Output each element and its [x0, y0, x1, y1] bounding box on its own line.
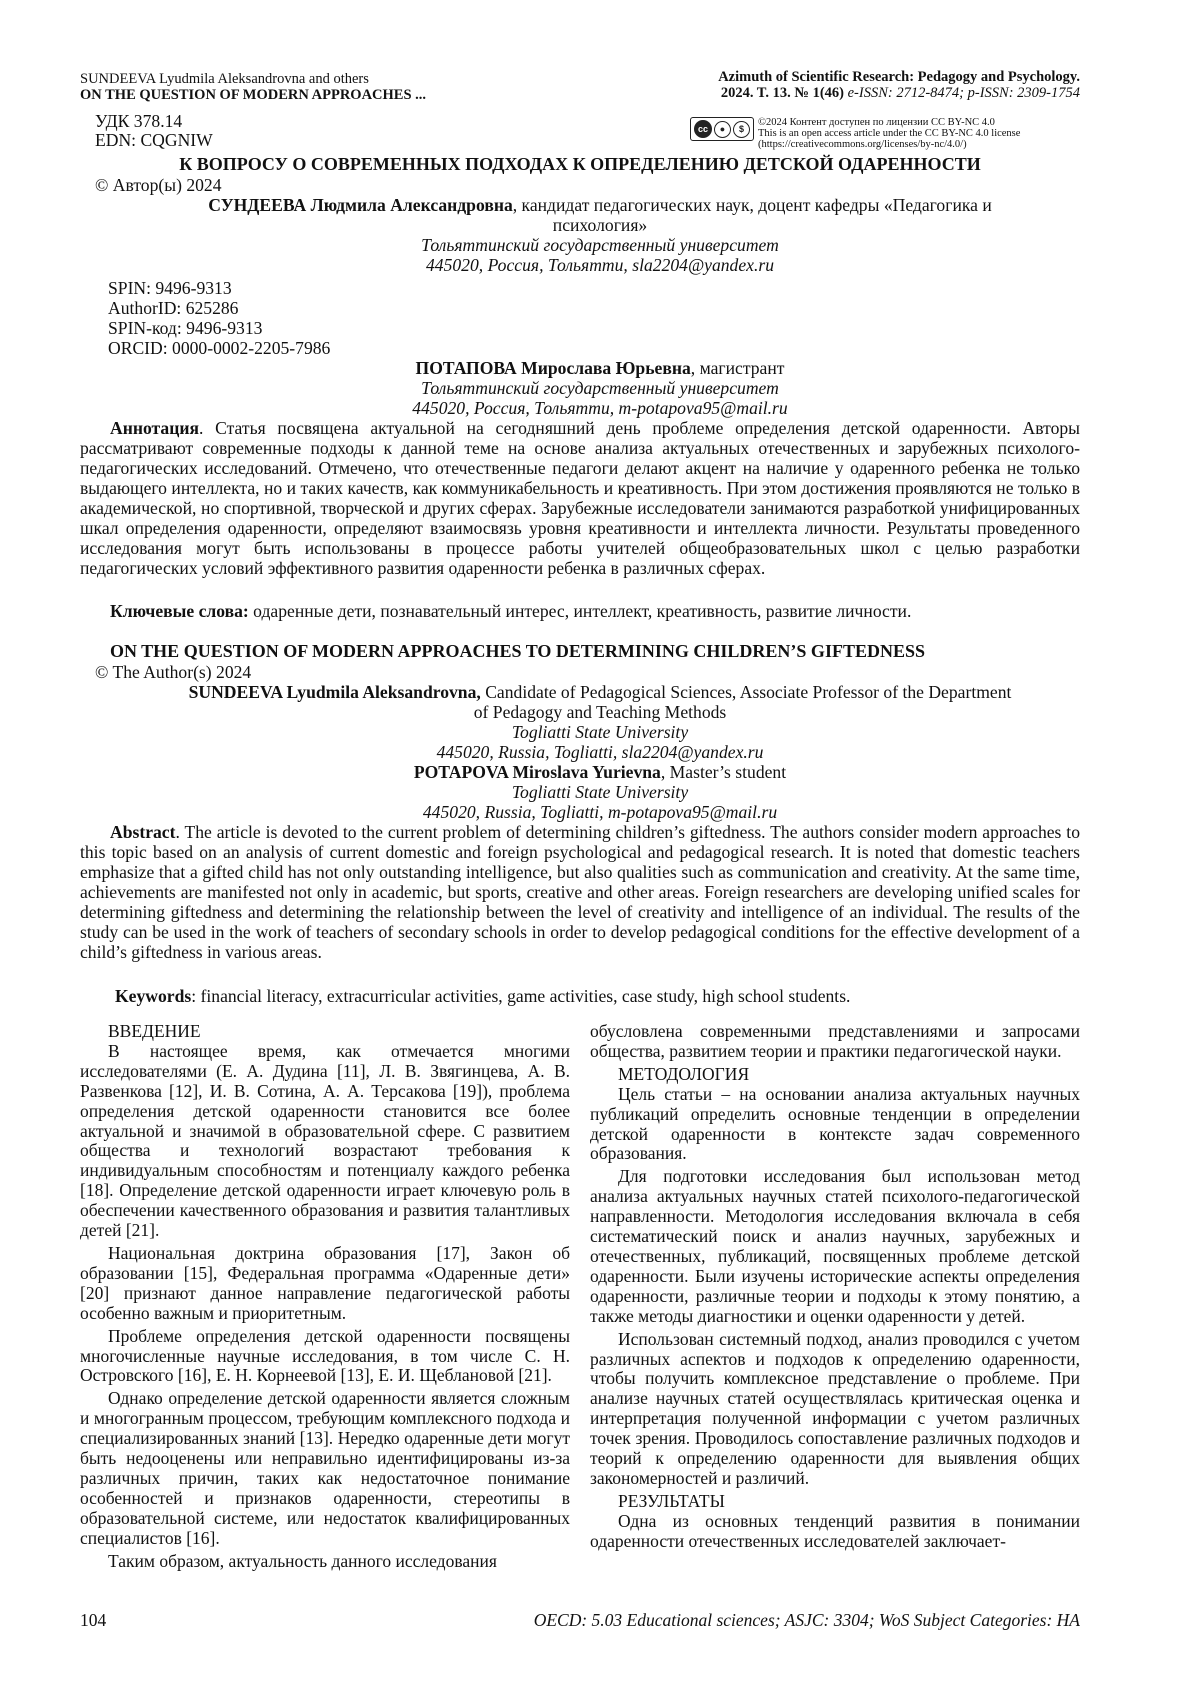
- paragraph: Использован системный подход, анализ проводился с учетом различных аспектов и подходов к определению одаренности, чтобы получить комплексное представление о проблеме. При анализе научных статей осуществлялась критическая оценка и интерпретация полученной информации с учетом различных точек зрения. Проводилось сопоставление различных подходов и теорий к определению одаренности для выявления общих закономерностей и различий.: [590, 1328, 1080, 1488]
- body-right-column: [590, 1022, 1080, 1555]
- paragraph: Таким образом, актуальность данного исследования: [108, 1550, 497, 1571]
- section-heading-methodology: МЕТОДОЛОГИЯ: [618, 1063, 750, 1084]
- spin: SPIN: 9496-9313: [108, 278, 232, 298]
- by-icon: ●: [714, 121, 731, 138]
- abstract-ru: [80, 418, 1080, 578]
- abstract-en: [80, 822, 1080, 962]
- page-title-en: ON THE QUESTION OF MODERN APPROACHES TO DETERMINING CHILDREN’S GIFTEDNESS: [110, 641, 925, 661]
- author2-name-ru: ПОТАПОВА Мирослава Юрьевна: [415, 358, 691, 378]
- license-block: [690, 117, 1020, 150]
- paragraph: Одна из основных тенденций развития в понимании одаренности отечественных исследователей заключает-: [590, 1510, 1080, 1551]
- spin-code: SPIN-код: 9496-9313: [108, 318, 263, 338]
- author1-ru: [80, 195, 1120, 215]
- section-heading-intro: ВВЕДЕНИЕ: [108, 1021, 201, 1041]
- udk: УДК 378.14: [95, 111, 183, 131]
- running-header-right: [718, 69, 1080, 101]
- keywords-text-ru: одаренные дети, познавательный интерес, интеллект, креативность, развитие личности.: [248, 601, 912, 621]
- abstract-label-en: Abstract: [110, 822, 176, 842]
- section-heading-results: РЕЗУЛЬТАТЫ: [618, 1490, 725, 1511]
- license-text: [758, 117, 1020, 150]
- author2-addr-ru: 445020, Россия, Тольятти, m-potapova95@mail.ru: [412, 398, 788, 418]
- paragraph: В настоящее время, как отмечается многими исследователями (Е. А. Дудина [11], Л. В. Звягинцева, А. В. Развенкова [12], И. В. Сотина, А. А. Терсакова [19]), проблема определения детской одаренности становится все более актуальной и значимой в образовательной сфере. С развитием общества и технологий возрастают требования к индивидуальным способностям и потенциалу каждого ребенка [18]. Определение детской одаренности играет ключевую роль в обеспечении качественного образования и развития талантливых детей [21].: [80, 1040, 570, 1241]
- paragraph: Для подготовки исследования был использован метод анализа актуальных научных статей психолого-педагогической направленности. Методология исследования включала в себя систематический поиск и анализ научных, зарубежных и отечественных, публикаций, посвященных проблеме детской одаренности. Были изучены исторические аспекты определения одаренности, различные теории и подходы к этому понятию, а также методы диагностики и оценки одаренности у детей.: [590, 1166, 1080, 1326]
- article-meta: [95, 112, 213, 150]
- author1-desc2-en: of Pedagogy and Teaching Methods: [473, 702, 727, 722]
- paragraph: Национальная доктрина образования [17], Закон об образовании [15], Федеральная программа «Одаренные дети» [20] признают данное направление педагогической работы особенно важным и приоритетным.: [80, 1242, 570, 1323]
- cc-by-nc-badge: [690, 117, 754, 141]
- copyright-en: © The Author(s) 2024: [95, 662, 252, 682]
- orcid: ORCID: 0000-0002-2205-7986: [108, 338, 331, 358]
- author1-name-ru: СУНДЕЕВА Людмила Александровна: [208, 195, 513, 215]
- author-ids: [108, 278, 330, 358]
- author2-name-en: POTAPOVA Miroslava Yurievna: [413, 762, 661, 782]
- abstract-text-en: . The article is devoted to the current problem of determining children’s giftedness. The authors consider modern approaches to this topic based on an analysis of current domestic and foreign psychological and pedagogical research. It is noted that domestic teachers emphasize that a gifted child has not only outstanding intelligence, but also qualities such as communication and creativity. At the same time, achievements are manifested not only in academic, but sports, creative and other areas. Foreign researchers are developing unified scales for determining giftedness and determining the relationship between the level of creativity and intelligence of an individual. The results of the study can be used in the work of teachers of secondary schools in order to develop pedagogical conditions for the effective development of a child’s giftedness in various areas.: [80, 822, 1080, 962]
- header-issue: [718, 85, 1080, 101]
- author1-desc-en: Candidate of Pedagogical Sciences, Associate Professor of the Department: [480, 682, 1012, 702]
- header-issn: e-ISSN: 2712-8474; p-ISSN: 2309-1754: [844, 85, 1080, 101]
- license-line-ru: ©2024 Контент доступен по лицензии CC BY-NC 4.0: [758, 117, 995, 128]
- author1-addr-ru: 445020, Россия, Тольятти, sla2204@yandex.ru: [425, 255, 774, 275]
- author1-desc2-ru: психология»: [552, 215, 648, 235]
- paragraph: Цель статьи – на основании анализа актуальных научных публикаций определить основные тенденции в определении детской одаренности в контексте задач современного образования.: [590, 1083, 1080, 1164]
- body-left-column: [80, 1022, 570, 1574]
- edn: EDN: CQGNIW: [95, 130, 213, 150]
- page-title-ru: К ВОПРОСУ О СОВРЕМЕННЫХ ПОДХОДАХ К ОПРЕДЕЛЕНИЮ ДЕТСКОЙ ОДАРЕННОСТИ: [179, 154, 981, 174]
- author2-desc-en: , Master’s student: [660, 762, 787, 782]
- author2-addr-en: 445020, Russia, Togliatti, m-potapova95@mail.ru: [422, 802, 778, 822]
- author1-uni-ru: Тольяттинский государственный университет: [421, 235, 779, 255]
- author1-name-en: SUNDEEVA Lyudmila Aleksandrovna,: [188, 682, 481, 702]
- header-journal: Azimuth of Scientific Research: Pedagogy and Psychology.: [718, 69, 1080, 85]
- page-number: 104: [80, 1610, 107, 1630]
- running-header-left: [80, 71, 426, 103]
- cc-icon: cc: [694, 120, 712, 138]
- author-id: AuthorID: 625286: [108, 298, 239, 318]
- paragraph: обусловлена современными представлениями и запросами общества, развитием теории и практики педагогической науки.: [590, 1021, 1080, 1061]
- license-line-en: This is an open access article under the CC BY-NC 4.0 license: [758, 128, 1021, 139]
- author1-addr-en: 445020, Russia, Togliatti, sla2204@yandex.ru: [436, 742, 764, 762]
- keywords-en: [115, 986, 850, 1006]
- author2-en: [80, 762, 1120, 782]
- header-article-title: ON THE QUESTION OF MODERN APPROACHES ...: [80, 87, 427, 103]
- abstract-label-ru: Аннотация: [110, 418, 199, 438]
- author1-uni-en: Togliatti State University: [511, 722, 689, 742]
- footer-classification: OECD: 5.03 Educational sciences; ASJC: 3304; WoS Subject Categories: HA: [533, 1610, 1080, 1630]
- author1-en: [80, 682, 1120, 702]
- keywords-text-en: : financial literacy, extracurricular activities, game activities, case study, high school students.: [191, 986, 851, 1006]
- author2-uni-en: Togliatti State University: [511, 782, 689, 802]
- header-authors: SUNDEEVA Lyudmila Aleksandrovna and others: [80, 71, 369, 87]
- author1-desc-ru: , кандидат педагогических наук, доцент кафедры «Педагогика и: [512, 195, 992, 215]
- keywords-label-ru: Ключевые слова:: [110, 601, 249, 621]
- author2-uni-ru: Тольяттинский государственный университет: [421, 378, 779, 398]
- license-url: (https://creativecommons.org/licenses/by-nc/4.0/): [758, 139, 967, 150]
- copyright-ru: © Автор(ы) 2024: [95, 175, 222, 195]
- nc-icon: $: [733, 121, 750, 138]
- keywords-label-en: Keywords: [115, 986, 192, 1006]
- paragraph: Проблеме определения детской одаренности посвящены многочисленные научные исследования, в том числе С. Н. Островского [16], Е. Н. Корнеевой [13], Е. И. Щеблановой [21].: [80, 1325, 570, 1386]
- abstract-text-ru: . Статья посвящена актуальной на сегодняшний день проблеме определения детской одаренности. Авторы рассматривают современные подходы к данной теме на основе анализа актуальных отечественных и зарубежных психолого-педагогических исследований. Отмечено, что отечественные педагоги делают акцент на наличие у одаренного ребенка не только выдающего интеллекта, но и таких качеств, как коммуникабельность и креативность. При этом достижения проявляются не только в академической, но спортивной, творческой и других сферах. Зарубежные исследователи занимаются разработкой унифицированных шкал определения одаренности, определяют взаимосвязь уровня креативности и интеллекта личности. Результаты проведенного исследования могут быть использованы в процессе работы учителей общеобразовательных школ с целью разработки педагогических условий эффективного развития одаренности ребенка в различных сферах.: [80, 418, 1080, 578]
- paragraph: Однако определение детской одаренности является сложным и многогранным процессом, требующим комплексного подхода и специализированных знаний [13]. Нередко одаренные дети могут быть недооценены или неправильно идентифицированы из-за различных причин, таких как недостаточное понимание особенностей и признаков одаренности, стереотипы в образовательной системе, или недостаток квалифицированных специалистов [16].: [80, 1388, 570, 1548]
- author2-desc-ru: , магистрант: [690, 358, 785, 378]
- keywords-ru: [110, 601, 911, 621]
- author2-ru: [80, 358, 1120, 378]
- header-issue-number: 2024. T. 13. № 1(46): [720, 85, 844, 101]
